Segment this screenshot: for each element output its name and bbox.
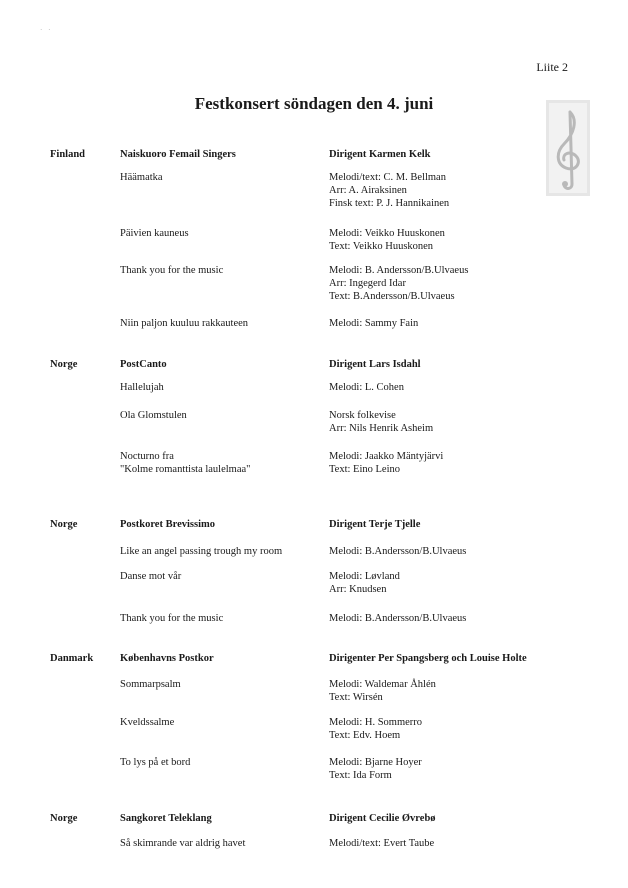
credit-line: Text: B.Andersson/B.Ulvaeus [329,291,455,302]
credit-line: Norsk folkevise [329,410,396,421]
song-credits [329,756,422,782]
country-label: Norge [50,519,78,530]
song-credits [329,716,422,742]
song-title-line: Så skimrande var aldrig havet [120,838,246,849]
song-title-line: Sommarpsalm [120,679,181,690]
credit-line: Arr: Knudsen [329,584,387,595]
song-credits [329,264,468,303]
song-title [120,545,282,558]
song-title [120,381,164,394]
song-title-line: Niin paljon kuuluu rakkauteen [120,318,249,329]
country-label: Danmark [50,653,94,664]
song-credits [329,570,400,596]
song-title [120,171,163,184]
song-credits [329,450,443,476]
song-title-line: Thank you for the music [120,265,224,276]
credit-line: Arr: Ingegerd Idar [329,278,406,289]
credit-line: Text: Edv. Hoem [329,730,401,741]
song-title [120,264,223,277]
song-credits [329,317,418,330]
conductor-name: Dirigent Karmen Kelk [329,149,431,160]
conductor-name: Dirigent Lars Isdahl [329,359,421,370]
credit-line: Melodi: Sammy Fain [329,318,419,329]
song-title-line: Thank you for the music [120,613,224,624]
song-title-line: Hallelujah [120,382,164,393]
country-label: Finland [50,149,86,160]
country-label: Norge [50,813,78,824]
credit-line: Melodi: H. Sommerro [329,717,423,728]
song-title [120,227,189,240]
song-title [120,716,174,729]
song-title [120,317,248,330]
song-title-line: Nocturno fra [120,451,174,462]
credit-line: Finsk text: P. J. Hannikainen [329,198,450,209]
song-title-line: Kveldssalme [120,717,175,728]
credit-line: Text: Ida Form [329,770,392,781]
song-title-line: Like an angel passing trough my room [120,546,283,557]
credit-line: Text: Eino Leino [329,464,400,475]
song-title [120,570,181,583]
credit-line: Melodi/text: C. M. Bellman [329,172,446,183]
credit-line: Text: Veikko Huuskonen [329,241,434,252]
song-title-line: To lys på et bord [120,757,191,768]
song-title-line: Ola Glomstulen [120,410,187,421]
credit-line: Melodi: L. Cohen [329,382,404,393]
song-credits [329,612,466,625]
credit-line: Melodi: Veikko Huuskonen [329,228,445,239]
song-title-line: Danse mot vår [120,571,182,582]
credit-line: Melodi: Løvland [329,571,400,582]
song-title [120,756,190,769]
document-title: Festkonsert söndagen den 4. juni [194,94,434,113]
choir-name: PostCanto [120,359,167,370]
song-title [120,837,245,850]
corner-mark: · · [40,26,53,34]
song-credits [329,409,433,435]
conductor-name: Dirigenter Per Spangsberg och Louise Holte [329,653,527,664]
song-title [120,612,223,625]
song-title-line: Päivien kauneus [120,228,189,239]
song-credits [329,678,436,704]
credit-line: Melodi: Waldemar Åhlén [329,679,436,690]
choir-name: Københavns Postkor [120,653,214,664]
song-title [120,409,187,422]
credit-line: Melodi: B. Andersson/B.Ulvaeus [329,265,469,276]
choir-name: Postkoret Brevissimo [120,519,215,530]
country-label: Norge [50,359,78,370]
conductor-name: Dirigent Cecilie Øvrebø [329,813,436,824]
song-title-line: "Kolme romanttista laulelmaa" [120,464,251,475]
choir-name: Naiskuoro Femail Singers [120,149,236,160]
credit-line: Arr: Nils Henrik Asheim [329,423,434,434]
song-title [120,678,181,691]
song-title-line: Häämatka [120,172,163,183]
page-reference: Liite 2 [536,60,568,74]
credit-line: Arr: A. Airaksinen [329,185,407,196]
song-credits [329,545,466,558]
treble-clef-icon [546,100,590,196]
credit-line: Melodi: Jaakko Mäntyjärvi [329,451,444,462]
credit-line: Melodi/text: Evert Taube [329,838,435,849]
song-credits [329,171,449,210]
credit-line: Melodi: Bjarne Hoyer [329,757,422,768]
credit-line: Melodi: B.Andersson/B.Ulvaeus [329,546,467,557]
song-credits [329,837,434,850]
conductor-name: Dirigent Terje Tjelle [329,519,421,530]
song-title [120,450,250,476]
credit-line: Melodi: B.Andersson/B.Ulvaeus [329,613,467,624]
choir-name: Sangkoret Teleklang [120,813,212,824]
song-credits [329,381,404,394]
song-credits [329,227,445,253]
credit-line: Text: Wirsén [329,692,383,703]
